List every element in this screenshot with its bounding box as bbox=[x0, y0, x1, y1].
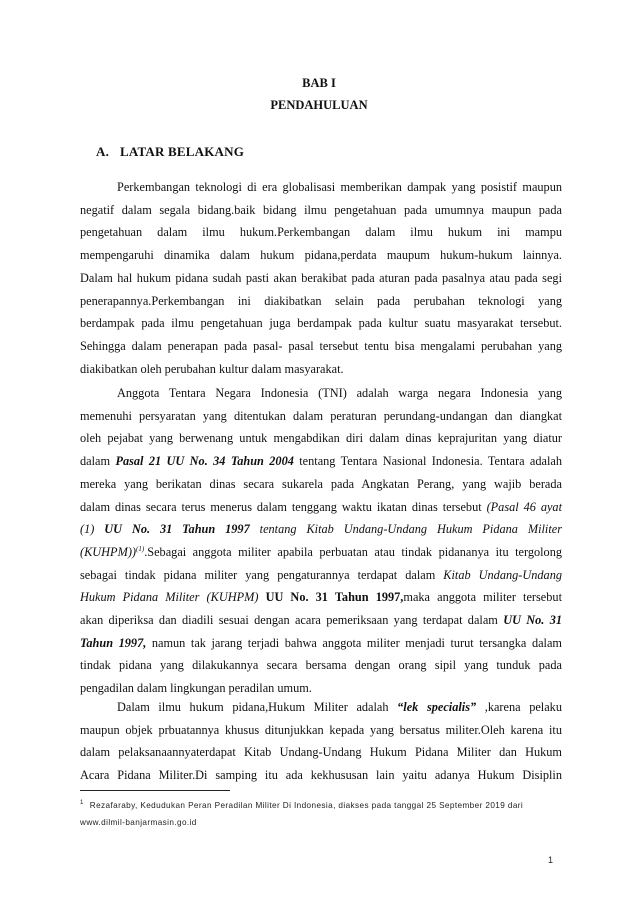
paragraph-line: pengetahuan dalam ilmu hukum.Perkembangan dalam ilmu hukum ini mampu bbox=[80, 225, 562, 240]
footnote-number: 1 bbox=[80, 800, 84, 807]
paragraph-1 bbox=[80, 176, 562, 380]
paragraph-line: Hukum Pidana Militer (KUHPM) UU No. 31 Tahun 1997,maka anggota militer tersebut bbox=[80, 590, 562, 605]
paragraph-line: Dalam ilmu hukum pidana,Hukum Militer adalah “lek specialis” ,karena pelaku bbox=[117, 700, 562, 714]
law-reference: Kitab Undang-Undang bbox=[443, 567, 562, 582]
paragraph-line: Anggota Tentara Negara Indonesia (TNI) adalah warga negara Indonesia yang bbox=[117, 386, 562, 400]
paragraph-line: (KUHPM))$^{(1)}$.Sebagai anggota militer apabila perbuatan atau tindak pidananya itu tergolong bbox=[80, 544, 562, 559]
paragraph-2 bbox=[80, 382, 562, 700]
footnote-url: www.dilmil-banjarmasin.go.id bbox=[80, 818, 197, 827]
paragraph-line: dalam pelaksanaannyaterdapat Kitab Undang-Undang Hukum Pidana Militer dan Hukum bbox=[80, 745, 562, 760]
paragraph-line: Dalam hal hukum pidana sudah pasti akan berakibat pada aturan pada pasalnya atau pada segi bbox=[80, 270, 562, 285]
paragraph-line: tindak pidana yang dilakukannya secara bersama dengan orang sipil yang tunduk pada bbox=[80, 658, 562, 673]
law-reference: UU No. 31 Tahun 1997, bbox=[265, 590, 404, 605]
chapter-number: BAB I bbox=[302, 76, 336, 90]
paragraph-line: dalam Pasal 21 UU No. 34 Tahun 2004 tentang Tentara Nasional Indonesia. Tentara adalah bbox=[80, 454, 562, 469]
law-reference: Pasal 21 UU No. 34 Tahun 2004 bbox=[115, 454, 294, 469]
law-reference: (Pasal 46 ayat bbox=[486, 499, 562, 514]
paragraph-3 bbox=[80, 696, 562, 787]
law-reference: UU No. 31 bbox=[503, 613, 562, 628]
chapter-title: PENDAHULUAN bbox=[270, 98, 368, 112]
footnote-divider bbox=[80, 790, 230, 791]
paragraph-line: memenuhi persyaratan yang ditentukan dalam peraturan perundang-undangan dan diangkat bbox=[80, 408, 562, 423]
page-number: 1 bbox=[548, 855, 554, 865]
paragraph-line: Tahun 1997, namun tak jarang terjadi bahwa anggota militer menjadi turut tersangka dalam bbox=[80, 635, 562, 650]
emphasis-term: “lek specialis” bbox=[397, 700, 477, 714]
law-reference: Tahun 1997, bbox=[80, 635, 147, 650]
section-heading bbox=[96, 143, 244, 161]
paragraph-line: Perkembangan teknologi di era globalisasi memberikan dampak yang posistif maupun bbox=[117, 180, 562, 194]
paragraph-line: Sehingga dalam penerapan pada pasal- pasal tersebut tentu bisa mengalami perubahan yang bbox=[80, 338, 562, 353]
paragraph-line: negatif dalam segala bidang.baik bidang ilmu pengetahuan pada umumnya maupun pada bbox=[80, 202, 562, 217]
paragraph-line: (1) UU No. 31 Tahun 1997 tentang Kitab Undang-Undang Hukum Pidana Militer bbox=[80, 522, 562, 537]
paragraph-line: berdampak pada ilmu pengetahuan juga berdampak pada kultur suatu masyarakat tersebut. bbox=[80, 316, 562, 331]
paragraph-line: maupun objek prbuatannya khusus ditunjukkan kepada yang bersatus militer.Oleh karena itu bbox=[80, 722, 562, 737]
law-reference: UU No. 31 Tahun 1997 bbox=[104, 522, 250, 537]
paragraph-line: diakibatkan oleh perubahan kultur dalam masyarakat. bbox=[80, 361, 344, 376]
footnote-marker: (1) bbox=[136, 544, 145, 553]
paragraph-line: mereka yang berikatan dinas secara sukarela pada Angkatan Perang, yang wajib berada bbox=[80, 476, 562, 491]
paragraph-line: oleh pejabat yang berwenang untuk mengabdikan diri dalam dinas keprajuritan yang diatur bbox=[80, 431, 562, 446]
paragraph-line: akan diperiksa dan diadili sesuai dengan acara pemeriksaan yang terdapat dalam UU No. 31 bbox=[80, 613, 562, 628]
paragraph-line: Acara Pidana Militer.Di samping itu ada kekhususan lain yaitu adanya Hukum Disiplin bbox=[80, 768, 562, 783]
footnote bbox=[80, 797, 570, 831]
paragraph-line: penerapannya.Perkembangan ini diakibatkan selain pada perubahan teknologi yang bbox=[80, 293, 562, 308]
paragraph-line: mempengaruhi dinamika dalam hukum pidana,perdata maupum hukum-hukum lainnya. bbox=[80, 248, 562, 263]
section-title: LATAR BELAKANG bbox=[120, 144, 245, 159]
footnote-text: Rezafaraby, Kedudukan Peran Peradilan Militer Di Indonesia, diakses pada tanggal 25 September 2019 dari bbox=[89, 801, 524, 810]
paragraph-line: dalam dinas secara terus menerus dalam tenggang waktu ikatan dinas tersebut (Pasal 46 ayat bbox=[80, 499, 562, 514]
section-number: A. bbox=[96, 144, 110, 159]
paragraph-line: pengadilan dalam lingkungan peradilan umum. bbox=[80, 681, 312, 696]
paragraph-line: sebagai tindak pidana militer yang pengaturannya terdapat dalam Kitab Undang-Undang bbox=[80, 567, 562, 582]
